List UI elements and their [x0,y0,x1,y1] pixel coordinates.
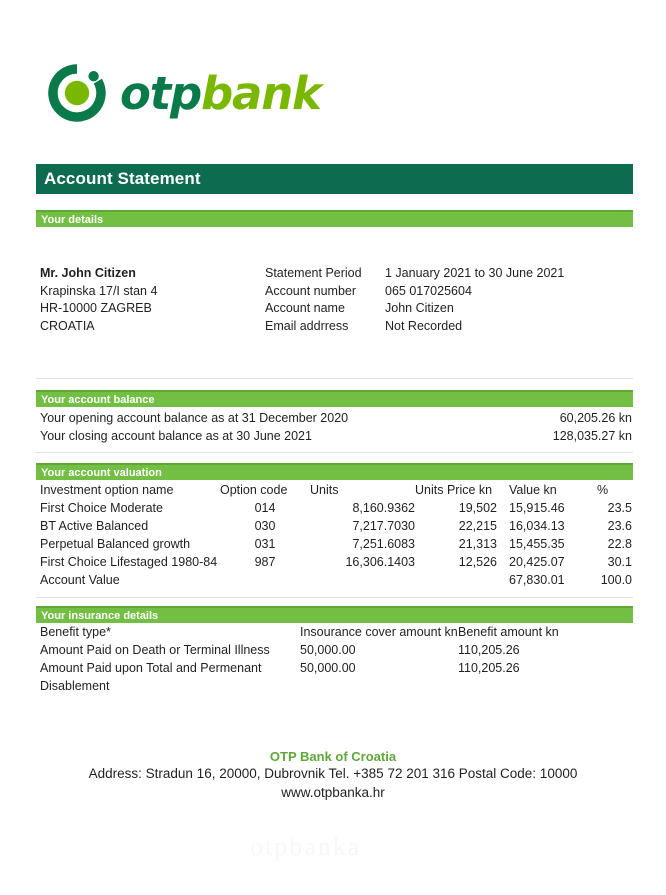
col-investment-option-name: Investment option name [40,483,174,497]
col-option-code: Option code [220,483,288,497]
statement-field-labels [265,265,362,335]
value-account-name: John Citizen [385,301,454,315]
valuation-table-header-row [40,483,632,501]
table-row [40,661,632,679]
cell-benefit-type: Amount Paid on Death or Terminal Illness [40,643,270,657]
brand-logo [48,58,321,128]
table-row [40,643,632,661]
cell-value: 15,455.35 [509,537,565,551]
insurance-table-header-row [40,625,632,643]
cell-total-code [220,573,310,591]
customer-address-line-2: HR-10000 ZAGREB [40,301,152,315]
cell-value: 16,034.13 [509,519,565,533]
cell-value: 20,425.07 [509,555,565,569]
cell-cover-amount-empty [300,679,458,697]
value-statement-period: 1 January 2021 to 30 June 2021 [385,266,565,280]
cell-units-price: 19,502 [458,501,497,515]
cell-units-price: 22,215 [458,519,497,533]
cell-benefit-amount: 110,205.26 [458,643,520,657]
cell-option-name: First Choice Moderate [40,501,163,515]
customer-address-line-1: Krapinska 17/I stan 4 [40,283,158,298]
cell-units: 7,217.7030 [352,519,415,533]
footer-website: www.otpbanka.hr [281,785,385,800]
section-header-your-details: Your details [36,210,633,227]
page-title: Account Statement [36,164,633,194]
cell-option-name: BT Active Balanced [40,519,149,533]
table-row-total [40,573,632,591]
cell-cover-amount: 50,000.00 [300,643,356,657]
customer-address-block [40,265,157,335]
col-value: Value kn [509,483,557,497]
table-row [40,501,632,519]
cell-benefit-type-continuation: Disablement [40,679,110,693]
section-header-account-balance: Your account balance [36,390,633,407]
label-account-name: Account name [265,301,345,315]
cell-percent: 23.6 [607,519,632,533]
cell-option-name: First Choice Lifestaged 1980-84 [40,555,218,569]
valuation-table [40,483,632,591]
cell-total-price [415,573,497,591]
label-email-address: Email addrress [265,318,349,333]
col-percent: % [597,483,609,497]
closing-balance-value: 128,035.27 kn [552,429,632,443]
customer-address-line-3: CROATIA [40,318,95,333]
cell-value: 15,915.46 [509,501,565,515]
col-benefit-amount: Benefit amount kn [458,625,559,639]
value-email-address: Not Recorded [385,318,463,333]
brand-wordmark-otp: otp [120,66,202,120]
brand-wordmark [120,66,321,120]
table-row [40,519,632,537]
divider-above-valuation [36,452,633,453]
cell-cover-amount: 50,000.00 [300,661,356,675]
cell-benefit-amount: 110,205.26 [458,661,520,675]
cell-units: 7,251.6083 [352,537,415,551]
cell-option-code: 031 [254,537,276,551]
footer-address: Address: Stradun 16, 20000, Dubrovnik Tel. +385 72 201 316 Postal Code: 10000 [88,766,578,781]
cell-total-units [310,573,415,591]
divider-above-insurance [36,597,633,598]
cell-units: 16,306.1403 [345,555,415,569]
cell-option-code: 030 [254,519,276,533]
background-watermark: otpbanka [250,832,362,861]
col-benefit-type: Benefit type* [40,625,111,639]
cell-benefit-amount-empty [458,679,632,697]
customer-name: Mr. John Citizen [40,266,136,280]
cell-units: 8,160.9362 [352,501,415,515]
section-header-account-valuation: Your account valuation [36,463,633,480]
footer-bank-name: OTP Bank of Croatia [269,749,397,764]
cell-total-percent: 100.0 [600,573,632,587]
brand-wordmark-bank: bank [201,66,321,120]
col-units-price: Units Price kn [415,483,493,497]
otp-circle-logo-icon [48,64,106,122]
cell-percent: 30.1 [607,555,632,569]
cell-percent: 22.8 [607,537,632,551]
cell-units-price: 12,526 [458,555,497,569]
cell-percent: 23.5 [607,501,632,515]
opening-balance-label: Your opening account balance as at 31 December 2020 [40,411,349,425]
cell-total-value: 67,830.01 [509,573,565,587]
table-row [40,537,632,555]
table-row-continuation [40,679,632,697]
value-account-number: 065 017025604 [385,283,472,298]
cell-benefit-type: Amount Paid upon Total and Permenant [40,661,262,675]
section-header-insurance-details: Your insurance details [36,606,633,623]
statement-field-values [385,265,564,335]
opening-balance-value: 60,205.26 kn [559,411,632,425]
cell-total-label: Account Value [40,573,120,587]
cell-option-code: 014 [254,501,276,515]
label-statement-period: Statement Period [265,266,362,280]
insurance-table [40,625,632,697]
closing-balance-label: Your closing account balance as at 30 June 2021 [40,429,312,443]
label-account-number: Account number [265,283,357,298]
col-units: Units [310,483,339,497]
divider-above-balance [36,378,633,379]
cell-option-name: Perpetual Balanced growth [40,537,191,551]
table-row [40,555,632,573]
cell-units-price: 21,313 [458,537,497,551]
col-insurance-cover-amount: Insourance cover amount kn [300,625,458,639]
cell-option-code: 987 [254,555,276,569]
